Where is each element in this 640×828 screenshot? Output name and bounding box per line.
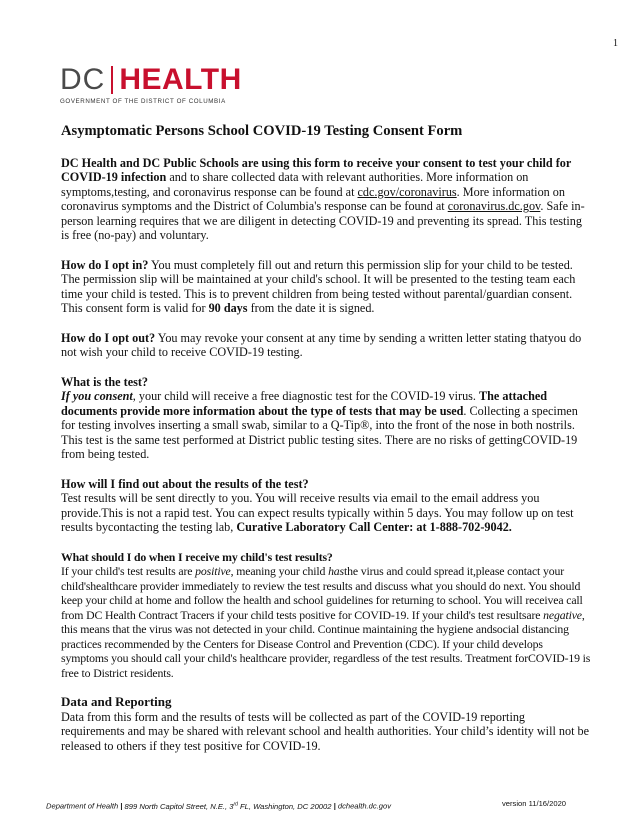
intro-bold: DC Health and DC Public Schools are using this form to receive your consent to test your child for COVID-19 infection [61, 155, 572, 184]
footer-sep-1: | [118, 801, 125, 811]
logo-divider [111, 66, 113, 94]
footer-address-sup: rd [233, 801, 238, 807]
footer-address-b: FL, Washington, DC 20002 [237, 801, 332, 811]
data-reporting-paragraph [61, 695, 591, 753]
receive-text-1: If your child's test results are [61, 564, 196, 578]
footer-address-a: 899 North Capitol Street, N.E., 3 [124, 801, 234, 811]
intro-text-1: and to share collected data with relevant authorities. More information on symptoms,testing, and coronavirus response can be found at [61, 170, 529, 199]
receive-negative: negative [543, 607, 582, 622]
footer [46, 801, 391, 811]
footer-sep-2: | [331, 801, 338, 811]
intro-text-2: . More information on coronavirus symptoms and the District of Columbia's response can be found at [61, 184, 565, 213]
receive-text-2: , meaning your child [230, 564, 329, 578]
test-text-1: , your child will receive a free diagnostic test for the COVID-19 virus. [132, 389, 480, 403]
logo-dc: DC [60, 63, 106, 96]
intro-paragraph [61, 156, 591, 243]
opt-in-heading: How do I opt in? [61, 257, 149, 272]
opt-out-heading: How do I opt out? [61, 330, 156, 345]
results-paragraph [61, 477, 591, 535]
opt-in-paragraph [61, 258, 591, 316]
opt-in-days: 90 days [208, 301, 248, 315]
opt-out-text: You may revoke your consent at any time by sending a written letter stating thatyou do not wish your child to receive COVID-19 testing. [61, 330, 582, 359]
test-heading: What is the test? [61, 374, 148, 389]
cdc-link[interactable]: cdc.gov/coronavirus [357, 184, 457, 199]
receive-paragraph [61, 550, 591, 681]
test-bold: The attached documents provide more information about the type of tests that may be used [61, 389, 548, 418]
opt-out-paragraph [61, 331, 591, 360]
intro-text-3: . Safe in-person learning requires that we are diligent in detecting COVID-19 and preventing its spread. This testing is free (no-pay) and voluntary. [61, 199, 585, 242]
version-label: version 11/16/2020 [502, 799, 567, 808]
receive-text-4: , this means that the virus was not detected in your child. Continue maintaining the hygiene andsocial distancing practices recommended by the Centers for Disease Control and Prevention (CDC). If your child develops symptoms you should call your child's healthcare provider, regardless of the test results. Treatment forCOVID-19 is free to District residents. [61, 607, 591, 680]
receive-text-3: the virus and could spread it,please contact your child'shealthcare provider immediately to review the test results and discuss what you should do next. You should keep your child at home and follow the health and school guidelines for returning to school. You will receivea call from DC Health Contract Tracers if your child tests positive for COVID-19. If your child's test resultsare [61, 564, 583, 622]
data-reporting-heading: Data and Reporting [61, 694, 172, 709]
test-consent: If you consent [61, 389, 133, 403]
footer-address [125, 802, 332, 811]
receive-positive: positive [195, 564, 231, 578]
logo-health: HEALTH [119, 63, 242, 96]
data-reporting-text: Data from this form and the results of tests will be collected as part of the COVID-19 reporting requirements and may be shared with relevant school and health authorities. Your child’s identity will not be released to others if they test positive for COVID-19. [61, 709, 590, 753]
results-call-center: Curative Laboratory Call Center: at 1-888-702-9042. [236, 520, 512, 534]
receive-heading: What should I do when I receive my child's test results? [61, 549, 333, 564]
form-content [61, 124, 591, 768]
footer-site: dchealth.dc.gov [337, 801, 392, 811]
page-title: Asymptomatic Persons School COVID-19 Testing Consent Form [61, 123, 463, 139]
test-text-2: . Collecting a specimen for testing involves inserting a small swab, similar to a Q-Tip®, into the front of the nose in both nostrils. This test is the same test performed at District public testing sites. There are no risks of gettingCOVID-19 from being tested. [61, 403, 578, 461]
footer-dept: Department of Health [46, 801, 119, 811]
page-number: 1 [613, 38, 618, 49]
opt-in-text-1: You must completely fill out and return this permission slip for your child to be tested. The permission slip will be maintained at your child's school. It will be presented to the testing team each time your child is tested. This is to prevent children from being tested without parental/guardian consent. This consent form is valid for [61, 257, 576, 315]
dc-health-logo [60, 64, 242, 105]
coronavirus-dc-link[interactable]: coronavirus.dc.gov [447, 199, 541, 213]
results-text: Test results will be sent directly to you. You will receive results via email to the email address you provide.This is not a rapid test. You can expect results typically within 5 days. You may follow up on test results bycontacting the testing lab, [61, 491, 574, 534]
results-heading: How will I find out about the results of the test? [61, 476, 309, 491]
opt-in-text-2: from the date it is signed. [247, 301, 375, 315]
receive-has: has [328, 564, 345, 578]
test-paragraph [61, 375, 591, 462]
logo-subtitle: GOVERNMENT OF THE DISTRICT OF COLUMBIA [60, 98, 226, 105]
